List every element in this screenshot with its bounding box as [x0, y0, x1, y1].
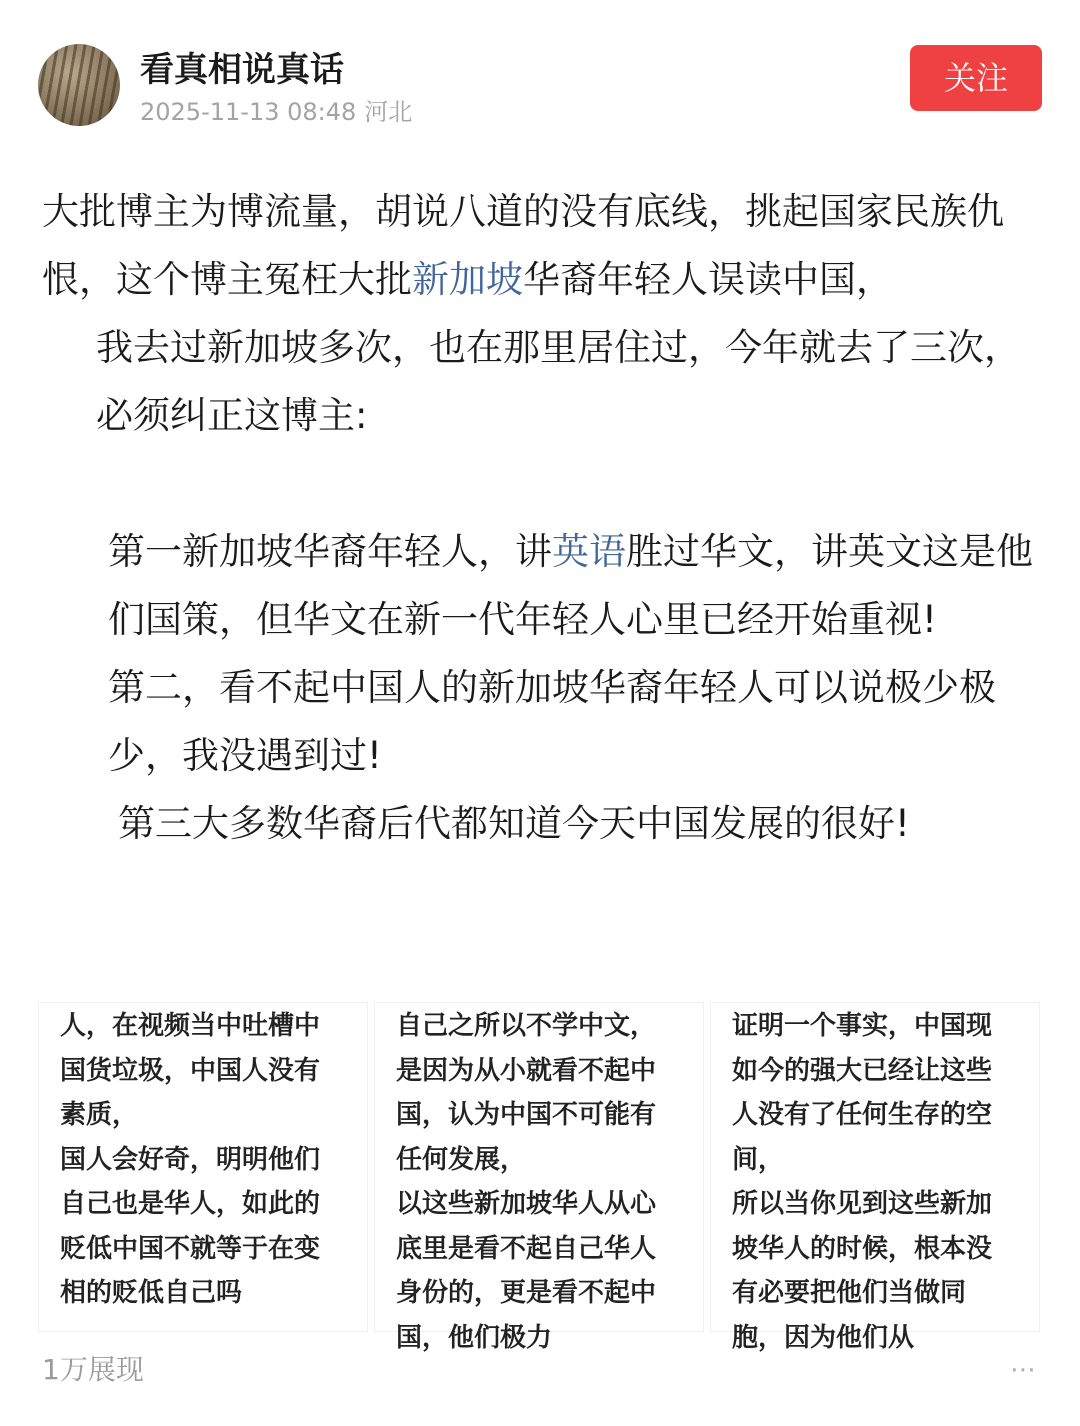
image-2[interactable]	[374, 1002, 704, 1353]
paragraph-3	[42, 518, 1042, 654]
paragraph-3-text-a: 第一新加坡华裔年轻人，讲	[108, 530, 552, 573]
image-3[interactable]	[710, 1002, 1040, 1353]
post-date: 2025-11-13 08:48	[140, 98, 357, 126]
image-grid	[38, 1002, 1040, 1353]
post-body	[42, 178, 1042, 858]
author-name[interactable]: 看真相说真话	[140, 50, 344, 90]
paragraph-3-text-b: 胜过华文，讲英文这是他们国策，但华文在新一代年轻人心里已经开始重视!	[108, 530, 1033, 641]
ellipsis-icon[interactable]: ⋯	[1010, 1355, 1036, 1385]
image-3-text: 证明一个事实，中国现如今的强大已经让这些人没有了任何生存的空间， 所以当你见到这些新加坡华人的时候，根本没有必要把他们当做同胞，因为他们从	[732, 1011, 993, 1353]
paragraph-2: 我去过新加坡多次，也在那里居住过，今年就去了三次，必须纠正这博主:	[96, 326, 1021, 437]
post-header	[0, 0, 1080, 150]
follow-button[interactable]: 关注	[910, 45, 1042, 111]
view-count: 1万展现	[42, 1353, 144, 1386]
paragraph-1-text-a: 大批博主为博流量，胡说八道的没有底线，挑起国家民族仇恨，这个博主冤枉大批	[42, 190, 1004, 301]
post-meta	[140, 96, 420, 128]
image-1-text: 人，在视频当中吐槽中国货垃圾，中国人没有素质， 国人会好奇，明明他们自己也是华人，如此的贬低中国不就等于在变相的贬低自己吗	[60, 1011, 321, 1308]
image-2-text: 自己之所以不学中文，是因为从小就看不起中国，认为中国不可能有任何发展， 以这些新加坡华人从心底里是看不起自己华人身份的，更是看不起中国，他们极力	[396, 1011, 657, 1353]
blank-line	[42, 450, 1042, 518]
paragraph-5: 第三大多数华裔后代都知道今天中国发展的很好!	[118, 802, 910, 845]
paragraph-1	[42, 178, 1042, 314]
avatar[interactable]	[38, 44, 120, 126]
paragraph-1-text-b: 华裔年轻人误读中国，	[523, 258, 893, 301]
image-1[interactable]	[38, 1002, 368, 1332]
topic-link-english[interactable]: 英语	[552, 530, 626, 573]
post-location: 河北	[364, 98, 413, 126]
topic-link-singapore[interactable]: 新加坡	[412, 258, 523, 301]
paragraph-4: 第二，看不起中国人的新加坡华裔年轻人可以说极少极少，我没遇到过!	[108, 666, 996, 777]
